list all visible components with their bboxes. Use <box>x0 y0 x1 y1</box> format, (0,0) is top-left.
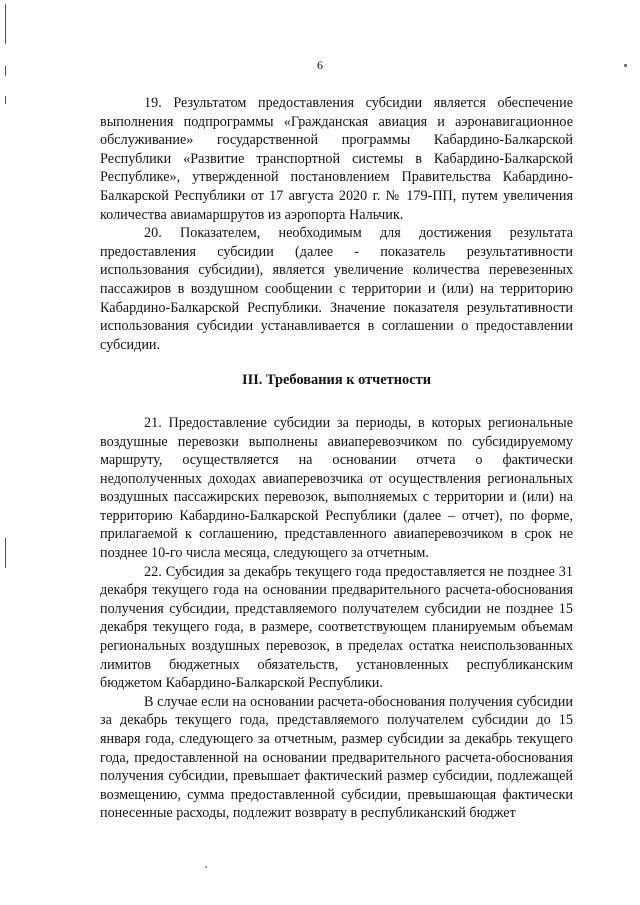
paragraph-21: 21. Предоставление субсидии за периоды, в которых региональные воздушные перевозки выполнены авиаперевозчиком по субсидируемому маршруту, осуществляется на основании отчета о фактически недополученных доходах авиаперевозчика от осуществления региональных воздушных пассажирских перевозок, выполняемых с территории и (или) на территорию Кабардино-Балкарской Республики (далее – отчет), по форме, прилагаемой к соглашению, представленного авиаперевозчиком в срок не позднее 10-го числа месяца, следующего за отчетным. <box>100 414 573 562</box>
scan-dot-mark <box>205 866 207 868</box>
page-number: 6 <box>317 58 323 72</box>
scan-margin-mark <box>5 4 6 44</box>
scan-margin-mark <box>5 538 6 568</box>
document-body <box>100 94 573 823</box>
section-heading: III. Требования к отчетности <box>242 372 431 389</box>
paragraph-22-continuation: В случае если на основании расчета-обоснования получения субсидии за декабрь текущего года, представляемого получателем субсидии до 15 января года, следующего за отчетным, размер субсидии за декабрь текущего года, предоставленной на основании предварительного расчета-обоснования получения субсидии, превышает фактический размер субсидии, подлежащей возмещению, сумма предоставленной субсидии, превышающая фактически понесенные расходы, подлежит возврату в республиканский бюджет <box>100 693 573 822</box>
paragraph-19: 19. Результатом предоставления субсидии является обеспечение выполнения подпрограммы «Гражданская авиация и аэронавигационное обслуживание» государственной программы Кабардино-Балкарской Республики «Развитие транспортной системы в Кабардино-Балкарской Республике», утвержденной постановлением Правительства Кабардино-Балкарской Республики от 17 августа 2020 г. № 179-ПП, путем увеличения количества авиамаршрутов из аэропорта Нальчик. <box>100 95 573 223</box>
scan-margin-mark <box>5 96 6 104</box>
paragraph-22: 22. Субсидия за декабрь текущего года предоставляется не позднее 31 декабря текущего года на основании предварительного расчета-обоснования получения субсидии, представляемого получателем субсидии не позднее 15 декабря текущего года, в размере, соответствующем планируемым объемам региональных воздушных перевозок, в пределах остатка неиспользованных лимитов бюджетных обязательств, установленных республиканским бюджетом Кабардино-Балкарской Республики. <box>100 563 573 692</box>
paragraph-20: 20. Показателем, необходимым для достижения результата предоставления субсидии (далее - показатель результативности использования субсидии), является увеличение количества перевезенных пассажиров в воздушном сообщении с территории и (или) на территорию Кабардино-Балкарской Республики. Значение показателя результативности использования субсидии устанавливается в соглашении о предоставлении субсидии. <box>100 225 573 353</box>
